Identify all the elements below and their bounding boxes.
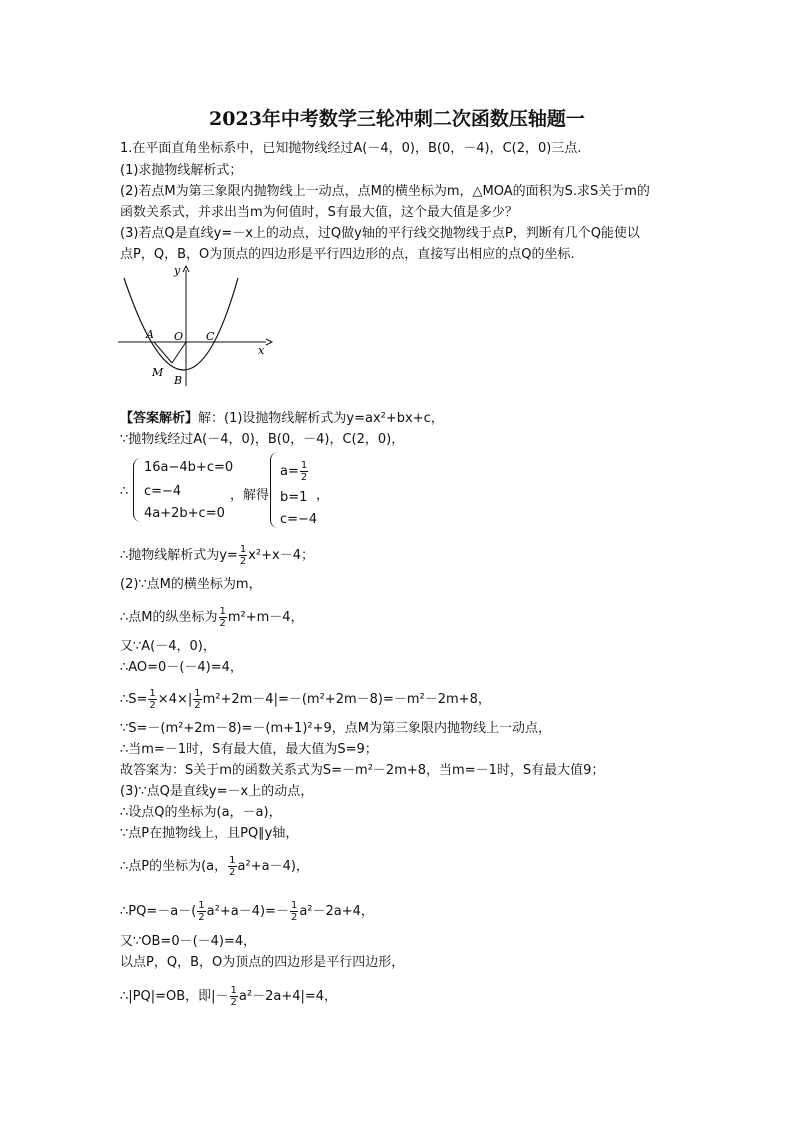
fraction-half [228, 855, 236, 878]
x-axis-arrow [266, 339, 272, 345]
solution-line-5: (2)∵点M的横坐标为m， [120, 577, 262, 592]
problem-line-1: 1.在平面直角坐标系中，已知抛物线经过A(－4，0)，B(0，－4)，C(2，0)三点. [120, 141, 582, 156]
frac-den: 2 [230, 997, 237, 1008]
solution-line-2: ∵抛物线经过A(－4，0)，B(0，－4)，C(2，0)， [120, 432, 405, 447]
frac-num: 1 [198, 900, 205, 911]
frac-num: 1 [219, 606, 226, 617]
frac-num: 1 [230, 985, 237, 996]
page-title: 2023年中考数学三轮冲刺二次函数压轴题一 [209, 108, 585, 130]
equation-1: 16a−4b+c=0 [144, 460, 234, 475]
label-x: x [258, 344, 265, 357]
frac-num: 1 [149, 688, 156, 699]
parabola-curve [124, 278, 238, 370]
system-brace-right [270, 452, 279, 528]
s17c: a²－2a+4， [299, 904, 374, 919]
s17a: ∴PQ=－a－( [120, 904, 197, 919]
fraction-half [193, 688, 201, 711]
frac-num: 1 [239, 544, 247, 555]
solve-text: ，解得 [230, 488, 270, 503]
label-b: B [174, 374, 183, 387]
frac-num: 1 [229, 855, 236, 866]
frac-num: 1 [290, 900, 298, 911]
system-brace-left [133, 458, 142, 522]
s17b: a²+a－4)=－ [206, 904, 289, 919]
s16a: ∴点P的坐标为(a， [120, 859, 228, 874]
label-o: O [174, 330, 184, 343]
solution-line-20 [120, 985, 337, 1008]
fraction-half [219, 606, 227, 629]
a-lhs: a= [280, 464, 299, 479]
fraction-half [290, 900, 298, 923]
fraction-half [148, 688, 156, 711]
label-m: M [152, 366, 164, 379]
s4b: x²+x－4； [248, 548, 314, 563]
solution-c: c=−4 [280, 512, 318, 527]
label-y: y [174, 264, 181, 277]
s16b: a²+a－4)， [237, 859, 309, 874]
solution-line-1 [120, 411, 444, 427]
equation-2: c=−4 [144, 484, 182, 499]
frac-den: 2 [290, 912, 298, 923]
segment-om [172, 342, 186, 363]
problem-line-6: 点P，Q，B，O为顶点的四边形是平行四边形的点，直接写出相应的点Q的坐标. [120, 247, 575, 262]
solution-line-8: ∴AO=0－(－4)=4， [120, 660, 243, 675]
fraction-half [230, 985, 238, 1008]
solution-line-13: (3)∵点Q是直线y=－x上的动点， [120, 784, 314, 799]
solution-line-7: 又∵A(－4，0)， [120, 639, 216, 654]
frac-den: 2 [229, 867, 236, 878]
solution-a [280, 460, 309, 483]
solution-line-6 [120, 606, 304, 629]
therefore-symbol: ∴ [120, 484, 129, 499]
s9c: m²+2m－4|=－(m²+2m－8)=－m²－2m+8， [202, 692, 491, 707]
s20a: ∴|PQ|=OB，即|－ [120, 989, 229, 1004]
segment-am [154, 342, 172, 363]
s4a: ∴抛物线解析式为y= [120, 548, 238, 563]
solution-line-9 [120, 688, 491, 711]
problem-line-4: 函数关系式，并求出当m为何值时，S有最大值，这个最大值是多少？ [120, 205, 518, 220]
fraction-half [197, 900, 205, 923]
s20b: a²－2a+4|=4， [238, 989, 338, 1004]
frac-den: 2 [219, 618, 226, 629]
problem-line-5: (3)若点Q是直线y=－x上的动点，过Q做y轴的平行线交抛物线于点P，判断有几个Q能使以 [120, 226, 640, 241]
solution-text-1: 解：(1)设抛物线解析式为y=ax²+bx+c， [198, 411, 444, 426]
solution-b: b=1 [280, 490, 308, 505]
solution-line-4 [120, 544, 314, 567]
s6b: m²+m－4， [227, 610, 304, 625]
problem-line-3: (2)若点M为第三象限内抛物线上一动点，点M的横坐标为m，△MOA的面积为S.求S关于m的 [120, 184, 650, 199]
answer-tag: 【答案解析】 [120, 411, 199, 426]
solution-line-12: 故答案为：S关于m的函数关系式为S=－m²－2m+8，当m=－1时，S有最大值9； [120, 763, 605, 778]
s6a: ∴点M的纵坐标为 [120, 610, 218, 625]
frac-den: 2 [194, 700, 201, 711]
solution-line-18: 又∵OB=0－(－4)=4， [120, 934, 257, 949]
frac-den: 2 [198, 912, 205, 923]
solution-line-10: ∵S=－(m²+2m－8)=－(m+1)²+9，点M为第三象限内抛物线上一动点， [120, 721, 551, 736]
problem-line-2: (1)求抛物线解析式； [120, 163, 243, 178]
solution-line-19: 以点P，Q，B，O为顶点的四边形是平行四边形， [120, 955, 405, 970]
solution-line-17 [120, 900, 374, 923]
s9a: ∴S= [120, 692, 148, 707]
solution-line-14: ∴设点Q的坐标为(a，－a)， [120, 805, 282, 820]
fraction-a [300, 460, 308, 483]
s9b: ×4×| [157, 692, 193, 707]
equation-3: 4a+2b+c=0 [144, 506, 225, 521]
solution-line-16 [120, 855, 309, 878]
label-c: C [206, 330, 215, 343]
frac-num: 1 [194, 688, 201, 699]
frac-den: 2 [300, 472, 308, 483]
solution-line-11: ∴当m=－1时，S有最大值，最大值为S=9； [120, 742, 378, 757]
frac-den: 2 [239, 556, 247, 567]
parabola-figure [116, 262, 276, 390]
solution-line-15: ∵点P在抛物线上，且PQ∥y轴， [120, 826, 299, 841]
frac-num: 1 [300, 460, 308, 471]
label-a: A [146, 328, 154, 341]
fraction-half [239, 544, 247, 567]
system-comma: ， [316, 488, 330, 503]
frac-den: 2 [149, 700, 156, 711]
